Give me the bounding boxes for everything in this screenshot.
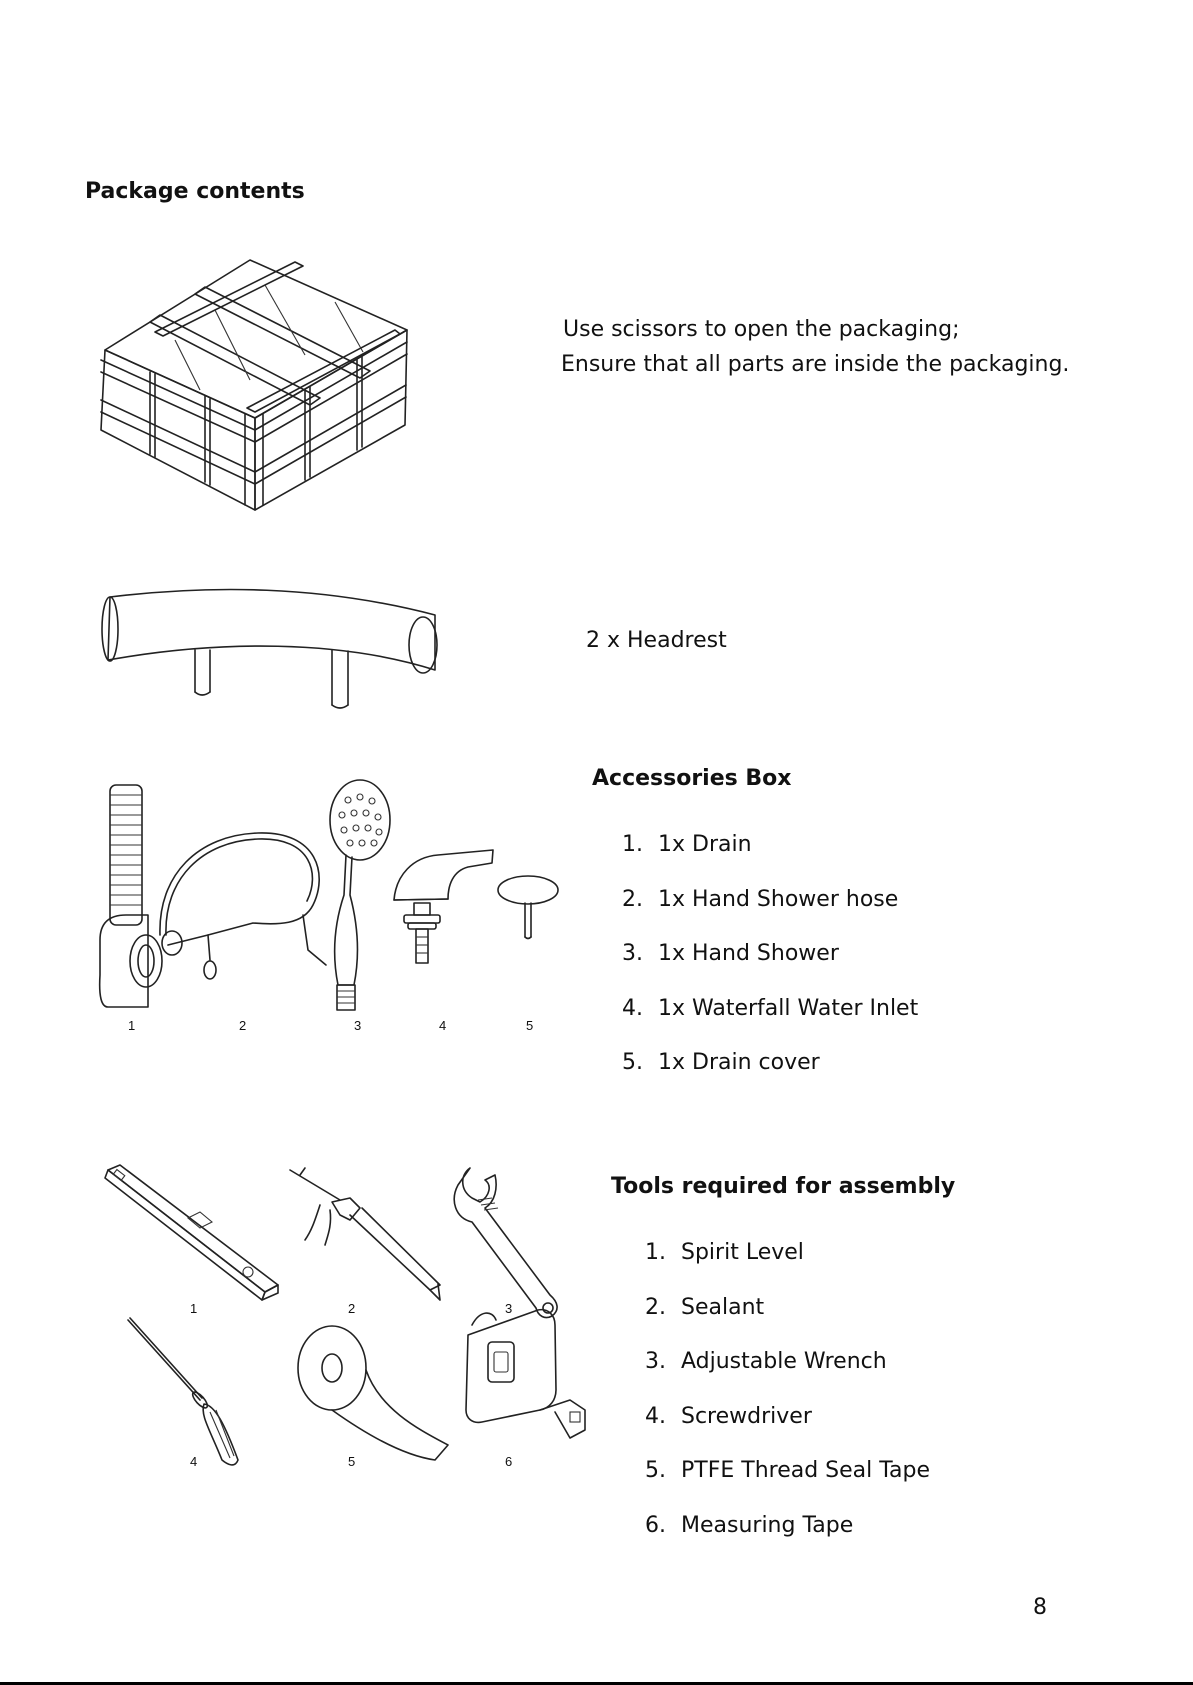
list-item: [622, 885, 918, 940]
list-item: [645, 1456, 930, 1511]
accessory-label: 1x Waterfall Water Inlet: [658, 995, 919, 1021]
accessory-figure-number: 2: [239, 1018, 247, 1033]
accessories-heading: Accessories Box: [592, 766, 792, 791]
list-item: [645, 1511, 930, 1566]
tool-label: Adjustable Wrench: [681, 1349, 887, 1374]
list-number: 4.: [622, 995, 643, 1021]
page-section-title: Package contents: [85, 179, 305, 204]
list-item: [645, 1402, 930, 1457]
list-number: 3.: [645, 1349, 666, 1374]
accessories-list: [622, 830, 918, 1103]
page-number: 8: [1033, 1595, 1047, 1620]
tool-figure-number: 5: [348, 1454, 356, 1469]
list-number: 5.: [622, 1050, 643, 1075]
list-item: [645, 1293, 930, 1348]
tool-label: PTFE Thread Seal Tape: [681, 1458, 931, 1483]
packaging-instruction-line1: Use scissors to open the packaging;: [563, 317, 960, 342]
tool-figure-number: 1: [190, 1301, 198, 1316]
tool-label: Sealant: [681, 1294, 765, 1320]
list-item: [645, 1347, 930, 1402]
tool-label: Screwdriver: [681, 1403, 812, 1429]
list-number: 2.: [645, 1294, 666, 1320]
list-item: [622, 1048, 918, 1103]
list-number: 4.: [645, 1403, 666, 1429]
accessory-figure-number: 3: [354, 1018, 362, 1033]
accessory-label: 1x Drain cover: [658, 1050, 820, 1075]
list-item: [622, 994, 918, 1049]
list-number: 1.: [622, 832, 643, 857]
tools-illustration: [100, 1160, 595, 1480]
accessory-label: 1x Drain: [658, 832, 752, 857]
tool-figure-number: 6: [505, 1454, 513, 1469]
packaging-instruction-line2: Ensure that all parts are inside the packaging.: [561, 352, 1070, 377]
tool-figure-number: 4: [190, 1454, 198, 1469]
list-number: 6.: [645, 1512, 666, 1538]
list-number: 2.: [622, 886, 643, 912]
list-number: 1.: [645, 1240, 666, 1265]
list-item: [622, 830, 918, 885]
accessory-label: 1x Hand Shower hose: [658, 886, 899, 912]
accessory-figure-number: 5: [526, 1018, 534, 1033]
headrest-label: 2 x Headrest: [586, 628, 727, 653]
list-item: [622, 939, 918, 994]
accessories-illustration: [98, 775, 568, 1035]
tool-label: Measuring Tape: [681, 1512, 854, 1538]
tool-figure-number: 2: [348, 1301, 356, 1316]
headrest-illustration: [100, 585, 445, 715]
list-number: 5.: [645, 1458, 666, 1483]
tools-list: [645, 1238, 930, 1565]
tool-figure-number: 3: [505, 1301, 513, 1316]
tool-label: Spirit Level: [681, 1240, 804, 1265]
accessory-figure-number: 1: [128, 1018, 136, 1033]
accessory-figure-number: 4: [439, 1018, 447, 1033]
list-number: 3.: [622, 941, 643, 966]
list-item: [645, 1238, 930, 1293]
tools-heading: Tools required for assembly: [611, 1174, 956, 1199]
accessory-label: 1x Hand Shower: [658, 941, 839, 966]
crate-illustration: [95, 260, 415, 520]
